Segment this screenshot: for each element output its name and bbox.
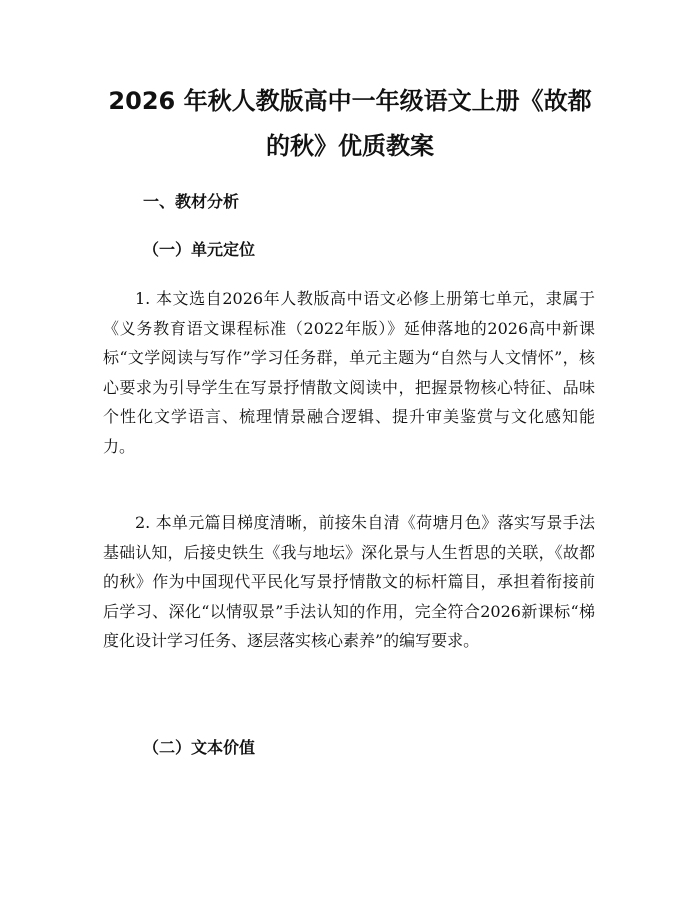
section-heading-textbook-analysis: 一、教材分析 — [143, 192, 240, 211]
document-title-line-1: 2026 年秋人教版高中一年级语文上册《故都 — [108, 87, 592, 115]
document-title-line-2: 的秋》优质教案 — [266, 132, 434, 160]
subsection-heading-unit-position: （一）单元定位 — [143, 240, 256, 259]
subsection-heading-text-value: （二）文本价值 — [143, 738, 256, 757]
paragraph-unit-position-2: 2. 本单元篇目梯度清晰，前接朱自清《荷塘月色》落实写景手法基础认知，后接史铁生《我与地坛》深化景与人生哲思的关联，《故都的秋》作为中国现代平民化写景抒情散文的标杆篇目，承担着衔接前后学习、深化“以情驭景”手法认知的作用，完全符合2026新课标“梯度化设计学习任务、逐层落实核心素养”的编写要求。 — [103, 513, 595, 651]
paragraph-unit-position-1: 1. 本文选自2026年人教版高中语文必修上册第七单元，隶属于《义务教育语文课程标准（2022年版）》延伸落地的2026高中新课标“文学阅读与写作”学习任务群，单元主题为“自然与人文情怀”，核心要求为引导学生在写景抒情散文阅读中，把握景物核心特征、品味个性化文学语言、梳理情景融合逻辑、提升审美鉴赏与文化感知能力。 — [103, 289, 595, 456]
